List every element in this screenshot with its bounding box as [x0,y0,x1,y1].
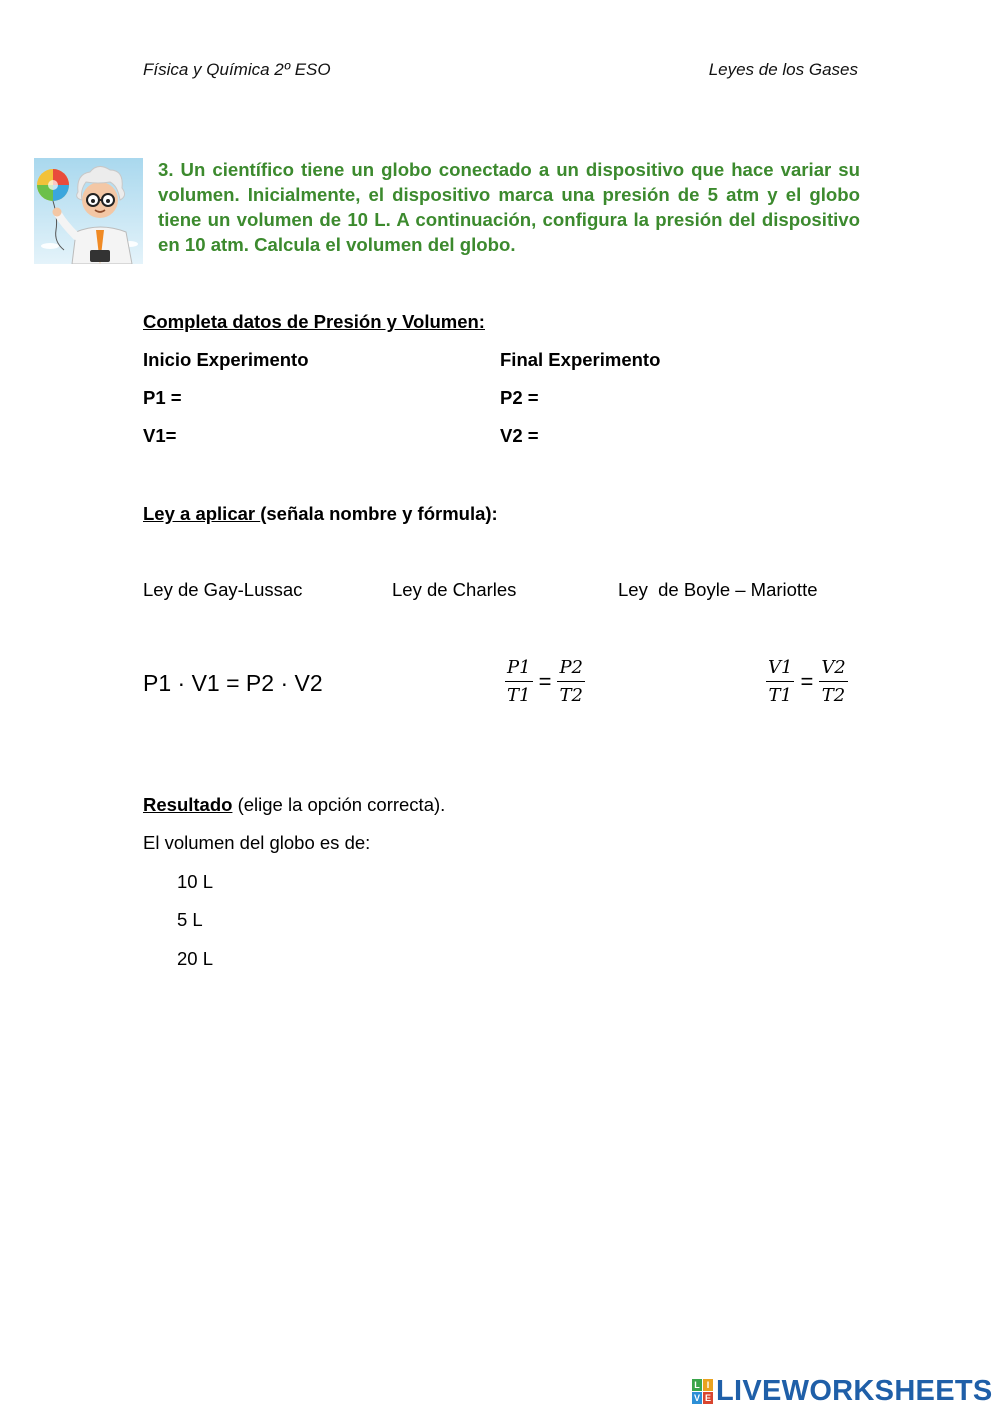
answer-option-5l[interactable]: 5 L [177,909,203,930]
p2-label: P2 = [500,387,539,408]
result-question: El volumen del globo es de: [143,832,371,853]
fraction-denominator: T1 [507,685,531,706]
answer-option-10l[interactable]: 10 L [177,871,214,892]
fraction-v2-t2 [819,658,847,706]
law-option-gay-lussac[interactable]: Ley de Gay-Lussac [143,579,303,600]
logo-letter: I [703,1379,713,1391]
formula-charles[interactable] [766,658,848,706]
result-section-title-rest: (elige la opción correcta). [232,794,446,815]
law-section-title [143,503,498,525]
logo-grid-icon [692,1379,713,1404]
fraction-numerator: P1 [505,658,533,682]
logo-text: LIVEWORKSHEETS [716,1375,993,1407]
equals-sign: = [538,669,552,694]
v2-label: V2 = [500,425,539,446]
end-column-heading: Final Experimento [500,349,661,370]
logo-letter: V [693,1393,700,1403]
law-option-boyle-mariotte[interactable]: Ley de Boyle – Mariotte [618,579,818,600]
law-option-charles[interactable]: Ley de Charles [392,579,517,600]
fraction-p1-t1 [505,658,533,706]
answer-option-20l[interactable]: 20 L [177,948,214,969]
data-section-title: Completa datos de Presión y Volumen: [143,311,485,332]
fraction-denominator: T2 [821,685,846,706]
scientist-illustration [34,158,143,264]
fraction-v1-t1 [766,658,794,706]
p1-label: P1 = [143,387,182,408]
law-section-title-underlined: Ley a aplicar [143,503,261,524]
fraction-numerator: P2 [557,658,585,682]
formula-boyle[interactable]: P1 · V1 = P2 · V2 [143,670,323,696]
start-column-heading: Inicio Experimento [143,349,309,370]
law-section-title-rest: (señala nombre y fórmula): [260,503,498,524]
logo-letter: L [692,1379,702,1391]
problem-statement: 3. Un científico tiene un globo conectado a un dispositivo que hace variar su volumen. Inicialmente, el dispositivo marca una presión de 5 atm y el globo tiene un volumen de 10 L. A continuación, configura la presión del dispositivo en 10 atm. Calcula el volumen del globo. [158,159,860,255]
result-section-title [143,794,445,816]
header-topic: Leyes de los Gases [708,60,858,79]
liveworksheets-logo [692,1375,993,1408]
equals-sign: = [800,669,814,694]
fraction-denominator: T1 [768,685,792,706]
formula-gay-lussac[interactable] [505,658,585,706]
header-subject: Física y Química 2º ESO [143,60,331,79]
logo-letter: E [704,1393,711,1403]
fraction-denominator: T2 [559,685,583,706]
v1-label: V1= [143,425,177,446]
result-section-title-underlined: Resultado [143,794,233,815]
fraction-numerator: V1 [766,658,794,682]
fraction-numerator: V2 [819,658,847,682]
fraction-p2-t2 [557,658,585,706]
